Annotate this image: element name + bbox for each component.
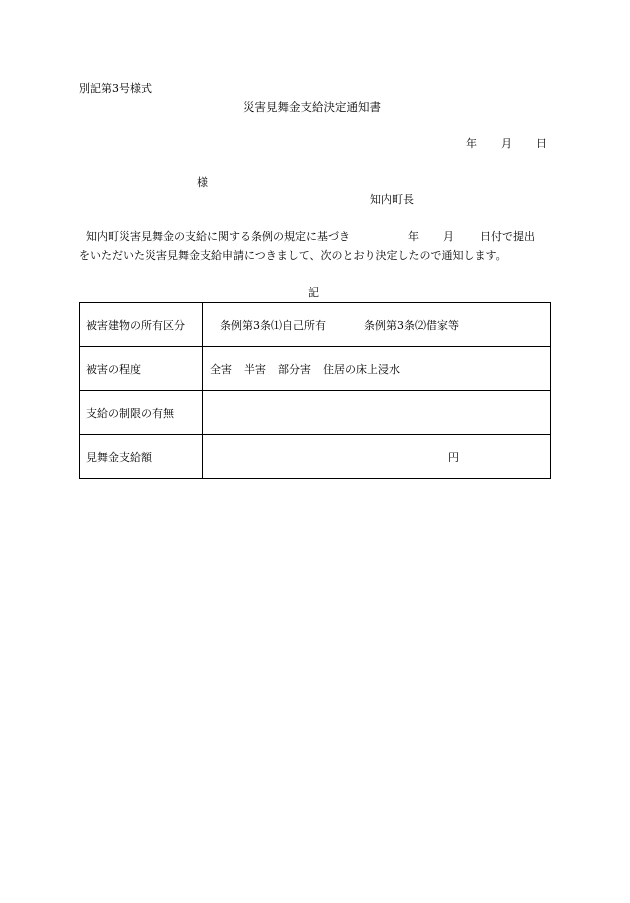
- damage-label: 被害の程度: [80, 347, 203, 391]
- form-number: 別記第3号様式: [79, 82, 152, 95]
- ownership-option-own: 条例第3条⑴自己所有: [220, 318, 326, 332]
- body-line-1-text: 知内町災害見舞金の支給に関する条例の規定に基づき: [86, 230, 350, 243]
- amount-value: [203, 435, 551, 479]
- date-day: 日: [536, 137, 547, 150]
- body-month: 月: [443, 230, 454, 243]
- ownership-option-rental: 条例第3条⑵借家等: [364, 318, 459, 332]
- table-row: [80, 347, 551, 391]
- damage-option-flood: 住居の床上浸水: [323, 362, 400, 376]
- table-row: [80, 435, 551, 479]
- body-line-1-end: 日付で提出: [480, 230, 535, 243]
- date-year: 年: [466, 137, 477, 150]
- damage-value: [203, 347, 551, 391]
- amount-unit: 円: [448, 450, 459, 464]
- restriction-label: 支給の制限の有無: [80, 391, 203, 435]
- damage-option-half: 半害: [244, 362, 266, 376]
- amount-label: 見舞金支給額: [80, 435, 203, 479]
- damage-option-full: 全害: [210, 362, 232, 376]
- document-title: 災害見舞金支給決定通知書: [243, 100, 381, 114]
- addressee-suffix: 様: [197, 176, 208, 189]
- ki-heading: 記: [308, 286, 319, 299]
- body-line-2: をいただいた災害見舞金支給申請につきまして、次のとおり決定したので通知します。: [79, 249, 507, 262]
- ownership-label: 被害建物の所有区分: [80, 303, 203, 347]
- date-line: [466, 137, 547, 151]
- sender-name: 知内町長: [370, 193, 414, 206]
- date-month: 月: [501, 137, 512, 150]
- damage-option-partial: 部分害: [278, 362, 311, 376]
- table-row: [80, 303, 551, 347]
- body-year: 年: [408, 230, 419, 243]
- decision-table: [79, 302, 551, 479]
- ownership-value: [203, 303, 551, 347]
- table-row: [80, 391, 551, 435]
- body-line-1: [86, 230, 535, 244]
- restriction-value: [203, 391, 551, 435]
